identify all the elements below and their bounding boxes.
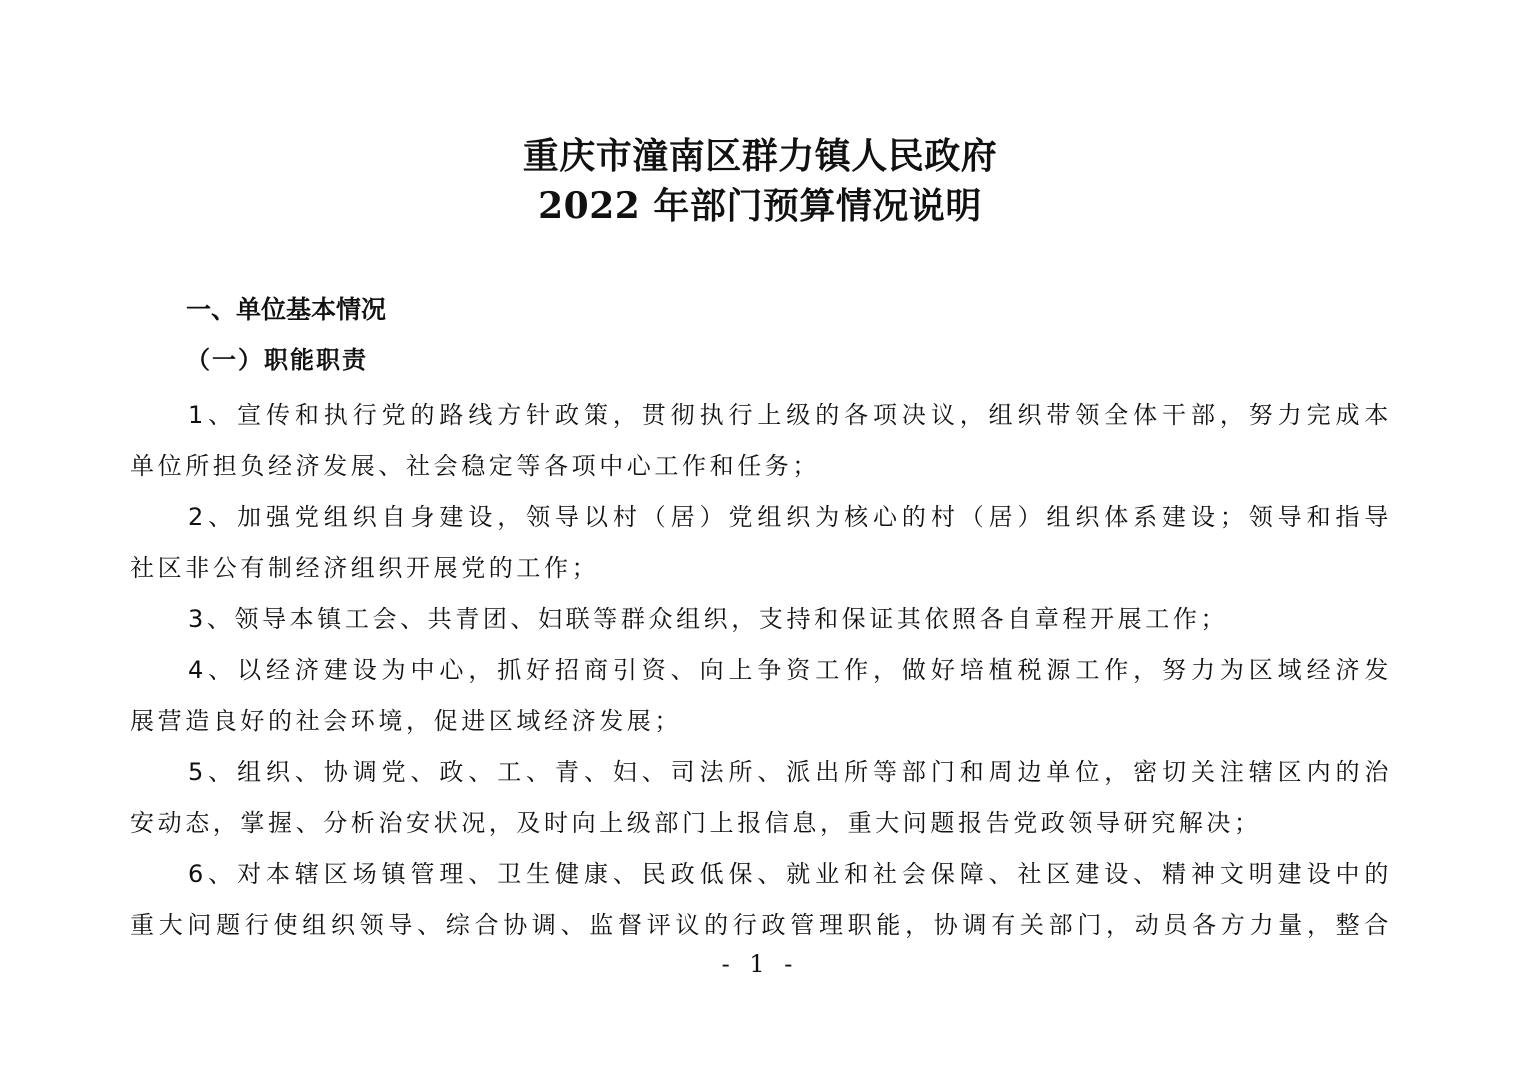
document-title-line2: 2022 年部门预算情况说明 [538,185,982,227]
section-heading: 一、单位基本情况 [186,295,387,324]
paragraph-line: 5、组织、协调党、政、工、青、妇、司法所、派出所等部门和周边单位，密切关注辖区内的治 [188,758,1392,786]
paragraph-line: 安动态，掌握、分析治安状况，及时向上级部门上报信息，重大问题报告党政领导研究解决； [130,809,1262,837]
paragraph-line: 2、加强党组织自身建设，领导以村（居）党组织为核心的村（居）组织体系建设；领导和指导 [188,503,1392,531]
paragraph-line: 社区非公有制经济组织开展党的工作； [130,554,600,582]
paragraph-line: 6、对本辖区场镇管理、卫生健康、民政低保、就业和社会保障、社区建设、精神文明建设中的 [188,860,1392,888]
page-number: - 1 - [721,950,799,978]
paragraph-line: 1、宣传和执行党的路线方针政策，贯彻执行上级的各项决议，组织带领全体干部，努力完成本 [188,401,1392,429]
paragraph-line: 展营造良好的社会环境，促进区域经济发展； [130,707,682,735]
paragraph-line: 单位所担负经济发展、社会稳定等各项中心工作和任务； [130,452,820,480]
paragraph-line: 3、领导本镇工会、共青团、妇联等群众组织，支持和保证其依照各自章程开展工作； [188,605,1229,633]
paragraph-line: 重大问题行使组织领导、综合协调、监督评议的行政管理职能，协调有关部门，动员各方力量，整合 [130,911,1392,939]
subsection-heading: （一）职能职责 [186,346,368,374]
document-title-line1: 重庆市潼南区群力镇人民政府 [522,135,998,177]
paragraph-line: 4、以经济建设为中心，抓好招商引资、向上争资工作，做好培植税源工作，努力为区域经济发 [188,656,1392,684]
body-text [130,390,1392,951]
